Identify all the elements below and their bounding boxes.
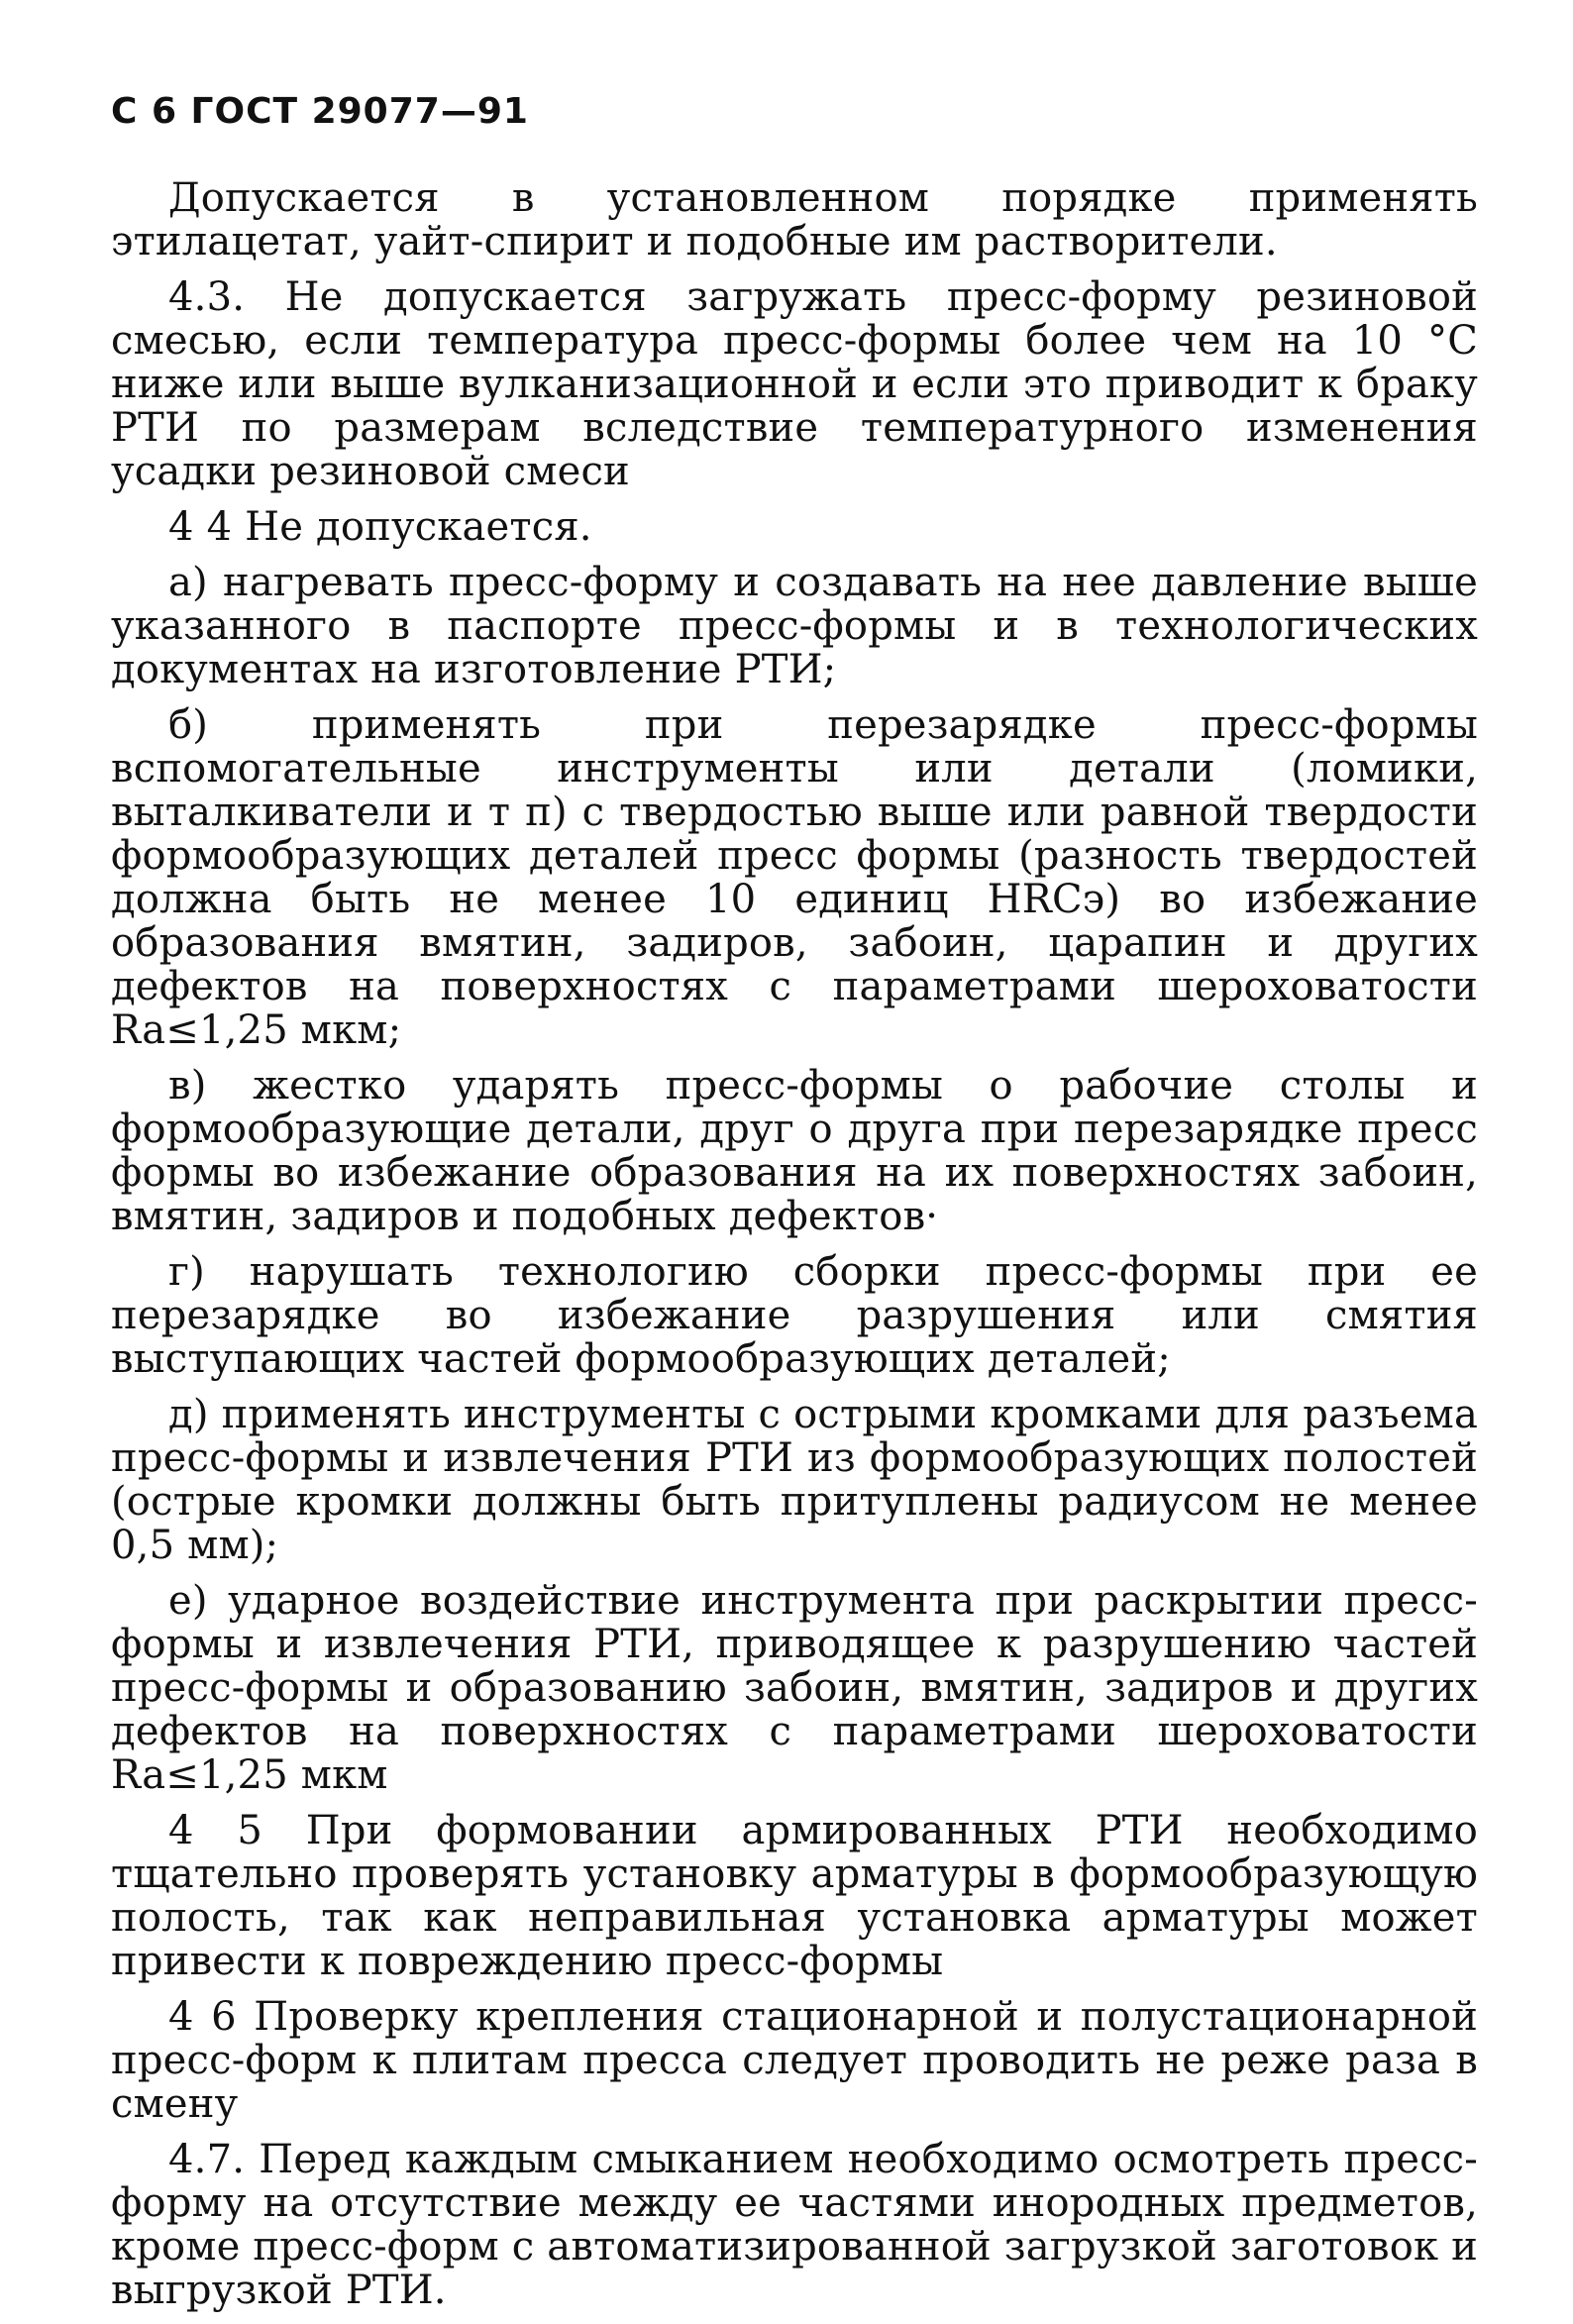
paragraph-item-d: д) применять инструменты с острыми кромками для разъема пресс-формы и извлечения РТИ из формообразующих полостей (острые кромки должны быть притуплены радиусом не менее 0,5 мм); — [111, 1392, 1478, 1568]
paragraph-4-4: 4 4 Не допускается. — [168, 504, 592, 550]
page-header: С 6 ГОСТ 29077—91 — [111, 91, 529, 132]
paragraph-item-v: в) жестко ударять пресс-формы о рабочие столы и формообразующие детали, друг о друга при перезарядке пресс формы во избежание образования на их поверхностях забоин, вмятин, задиров и подобных дефектов· — [111, 1063, 1478, 1239]
paragraph-4-6: 4 6 Проверку крепления стационарной и полустационарной пресс-форм к плитам пресса следует проводить не реже раза в смену — [111, 1994, 1478, 2127]
paragraph-4-5: 4 5 При формовании армированных РТИ необходимо тщательно проверять установку арматуры в формообразующую полость, так как неправильная установка арматуры может привести к повреждению пресс-формы — [111, 1808, 1478, 1984]
paragraph-4-3: 4.3. Не допускается загружать пресс-форму резиновой смесью, если температура пресс-формы более чем на 10 °С ниже или выше вулканизационной и если это приводит к браку РТИ по размерам вследствие температурного изменения усадки резиновой смеси — [111, 274, 1478, 494]
paragraph-item-e: е) ударное воздействие инструмента при раскрытии пресс-формы и извлечения РТИ, приводящее к разрушению частей пресс-формы и образованию забоин, вмятин, задиров и других дефектов на поверхностях с параметрами шероховатости Ra≤1,25 мкм — [111, 1578, 1478, 1798]
paragraph-item-g: г) нарушать технологию сборки пресс-формы при ее перезарядке во избежание разрушения или смятия выступающих частей формообразующих деталей; — [111, 1249, 1478, 1382]
paragraph-4-7: 4.7. Перед каждым смыканием необходимо осмотреть пресс-форму на отсутствие между ее частями инородных предметов, кроме пресс-форм с автоматизированной загрузкой заготовок и выгрузкой РТИ. — [111, 2137, 1478, 2313]
paragraph-item-b: б) применять при перезарядке пресс-формы вспомогательные инструменты или детали (ломики, выталкиватели и т п) с твердостью выше или равной твердости формообразующих деталей пресс формы (разность твердостей должна быть не менее 10 единиц HRCэ) во избежание образования вмятин, задиров, забоин, царапин и других дефектов на поверхностях с параметрами шероховатости Ra≤1,25 мкм; — [111, 702, 1478, 1053]
document-body — [111, 176, 1478, 2324]
paragraph-solvents: Допускается в установленном порядке применять этилацетат, уайт-спирит и подобные им растворители. — [111, 175, 1478, 264]
paragraph-item-a: а) нагревать пресс-форму и создавать на нее давление выше указанного в паспорте пресс-формы и в технологических документах на изготовление РТИ; — [111, 560, 1478, 692]
